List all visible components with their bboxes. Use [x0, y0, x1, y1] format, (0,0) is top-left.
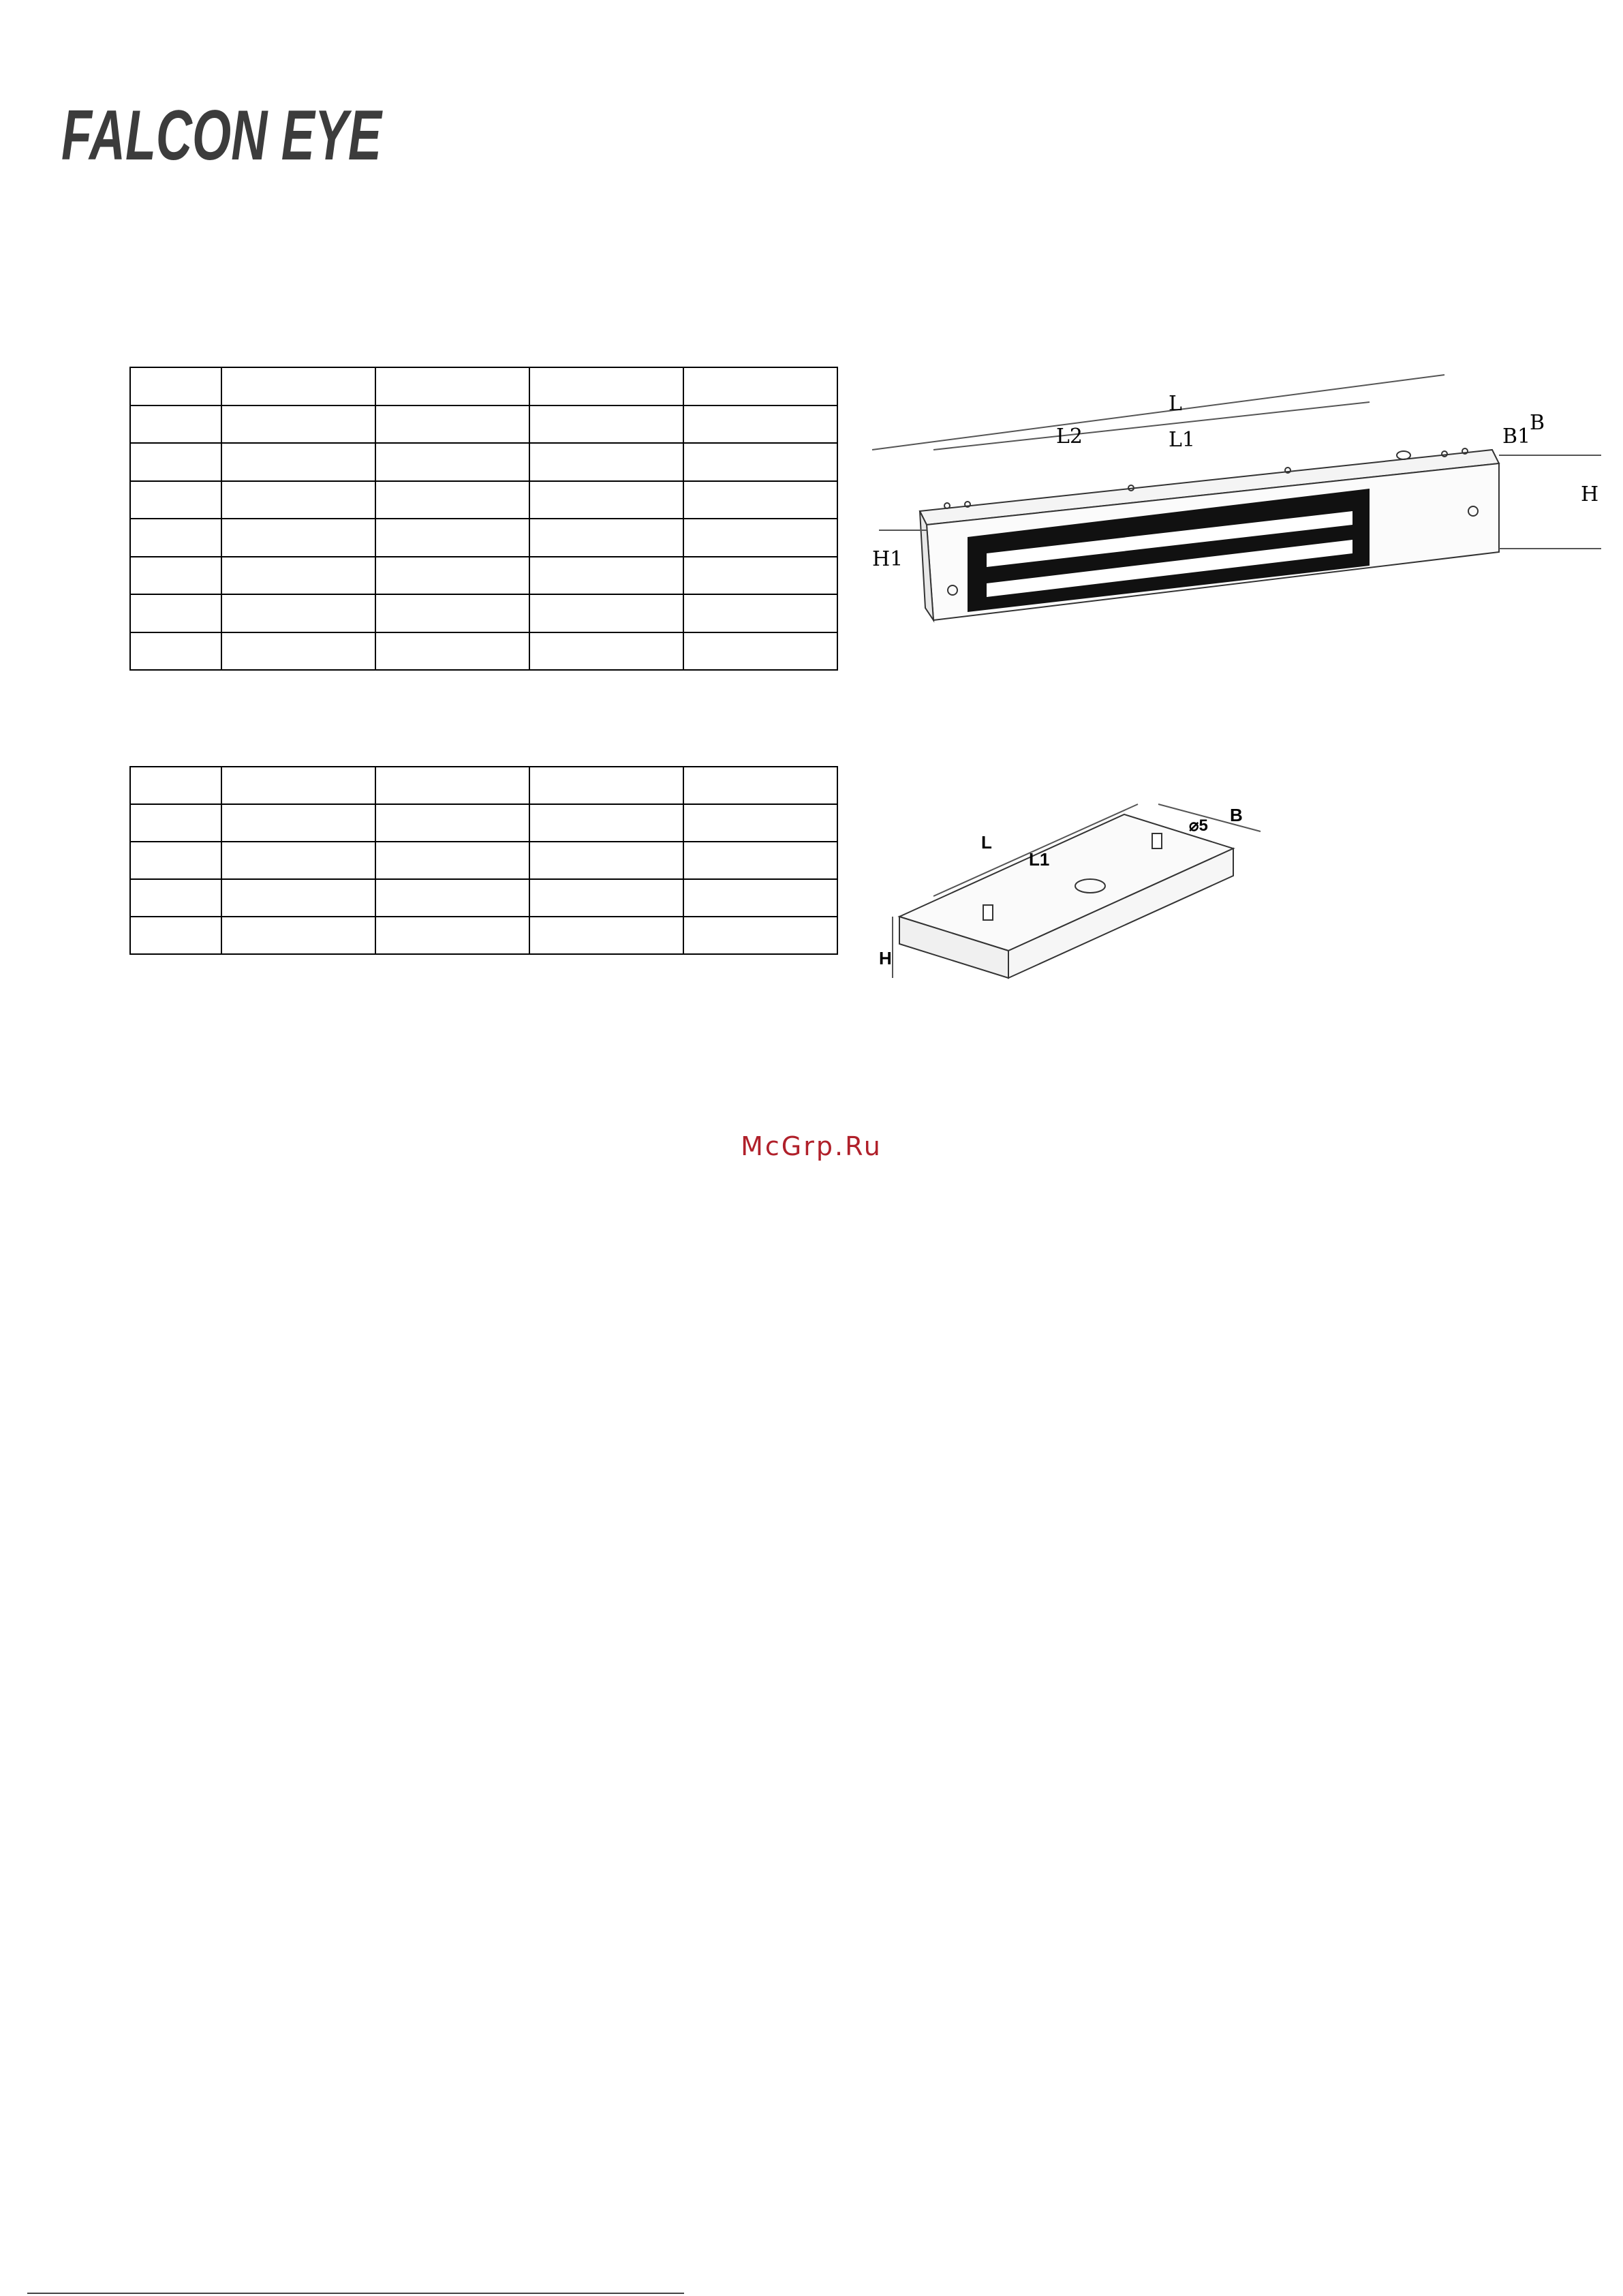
brand-logo: [59, 91, 386, 173]
table-cell: [130, 519, 221, 557]
table-cell: [130, 405, 221, 444]
magnetic-lock-dimension-drawing: [865, 361, 1601, 661]
brand-logo-text: FALCON EYE: [61, 96, 383, 175]
table-cell: [375, 367, 529, 405]
table-cell: [683, 632, 837, 671]
armature-table-row: [130, 842, 837, 879]
table-cell: [375, 804, 529, 842]
dim-label-B: B: [1230, 805, 1243, 825]
armature-table-row: [130, 804, 837, 842]
table-cell: [529, 481, 683, 519]
table-cell: [683, 842, 837, 879]
table-cell: [221, 879, 375, 917]
dim-label-L: L: [981, 832, 992, 853]
table-cell: [529, 917, 683, 954]
armature-plate-dimension-drawing: [879, 794, 1301, 998]
table-cell: [529, 519, 683, 557]
table-cell: [130, 917, 221, 954]
armature-table-row: [130, 879, 837, 917]
table-cell: [130, 804, 221, 842]
armature-table-row: [130, 767, 837, 804]
armature-table-row: [130, 917, 837, 954]
table-cell: [683, 804, 837, 842]
table-cell: [221, 804, 375, 842]
magnet-spec-table: [129, 367, 838, 671]
magnet-table-row: [130, 632, 837, 671]
dim-label-hole: ⌀5: [1189, 816, 1208, 835]
table-cell: [683, 879, 837, 917]
table-cell: [529, 594, 683, 632]
table-cell: [683, 367, 837, 405]
table-cell: [221, 405, 375, 444]
table-cell: [375, 594, 529, 632]
dim-label-L1: L1: [1169, 428, 1196, 452]
table-cell: [375, 879, 529, 917]
dim-label-L1: L1: [1029, 849, 1050, 870]
table-cell: [130, 767, 221, 804]
magnet-table-row: [130, 519, 837, 557]
magnet-table-row: [130, 594, 837, 632]
dim-label-L2: L2: [1056, 425, 1083, 448]
table-cell: [529, 767, 683, 804]
table-cell: [375, 767, 529, 804]
table-cell: [683, 767, 837, 804]
table-cell: [221, 842, 375, 879]
table-cell: [221, 519, 375, 557]
table-cell: [683, 557, 837, 595]
dim-label-B: B: [1530, 411, 1545, 435]
table-cell: [529, 443, 683, 481]
dim-label-H1: H1: [872, 547, 903, 571]
watermark: McGrp.Ru: [741, 1131, 882, 1161]
magnet-table-row: [130, 481, 837, 519]
table-cell: [375, 632, 529, 671]
footer-divider: [27, 2293, 684, 2294]
table-cell: [529, 804, 683, 842]
table-cell: [529, 879, 683, 917]
table-cell: [130, 632, 221, 671]
table-cell: [375, 917, 529, 954]
table-cell: [375, 519, 529, 557]
table-cell: [529, 632, 683, 671]
table-cell: [529, 557, 683, 595]
table-cell: [529, 367, 683, 405]
dim-label-L: L: [1169, 392, 1182, 416]
dim-line-L2: [933, 402, 1370, 450]
table-cell: [683, 519, 837, 557]
table-cell: [130, 594, 221, 632]
table-cell: [529, 405, 683, 444]
armature-spec-table: [129, 766, 838, 955]
table-cell: [375, 481, 529, 519]
magnet-table-row: [130, 443, 837, 481]
locating-pin: [983, 905, 993, 920]
locating-pin: [1152, 833, 1162, 848]
table-cell: [130, 481, 221, 519]
table-cell: [375, 557, 529, 595]
magnet-table-row: [130, 405, 837, 444]
table-cell: [375, 842, 529, 879]
table-cell: [221, 367, 375, 405]
table-cell: [221, 557, 375, 595]
table-cell: [130, 879, 221, 917]
table-cell: [221, 481, 375, 519]
table-cell: [683, 481, 837, 519]
table-cell: [130, 557, 221, 595]
table-cell: [683, 405, 837, 444]
table-cell: [221, 632, 375, 671]
table-cell: [375, 405, 529, 444]
table-cell: [221, 594, 375, 632]
table-cell: [375, 443, 529, 481]
dim-line-B: [1158, 804, 1261, 831]
table-cell: [221, 443, 375, 481]
dim-label-H: H: [879, 948, 892, 968]
table-cell: [221, 767, 375, 804]
table-cell: [130, 367, 221, 405]
table-cell: [130, 443, 221, 481]
table-cell: [130, 842, 221, 879]
table-cell: [221, 917, 375, 954]
table-cell: [683, 917, 837, 954]
table-cell: [683, 594, 837, 632]
dim-line-L: [872, 375, 1444, 450]
dim-label-H: H: [1581, 483, 1599, 506]
magnet-table-row: [130, 367, 837, 405]
dim-label-B1: B1: [1502, 425, 1531, 448]
table-cell: [529, 842, 683, 879]
table-cell: [683, 443, 837, 481]
cable-hole: [1397, 451, 1410, 459]
magnet-table-row: [130, 557, 837, 595]
